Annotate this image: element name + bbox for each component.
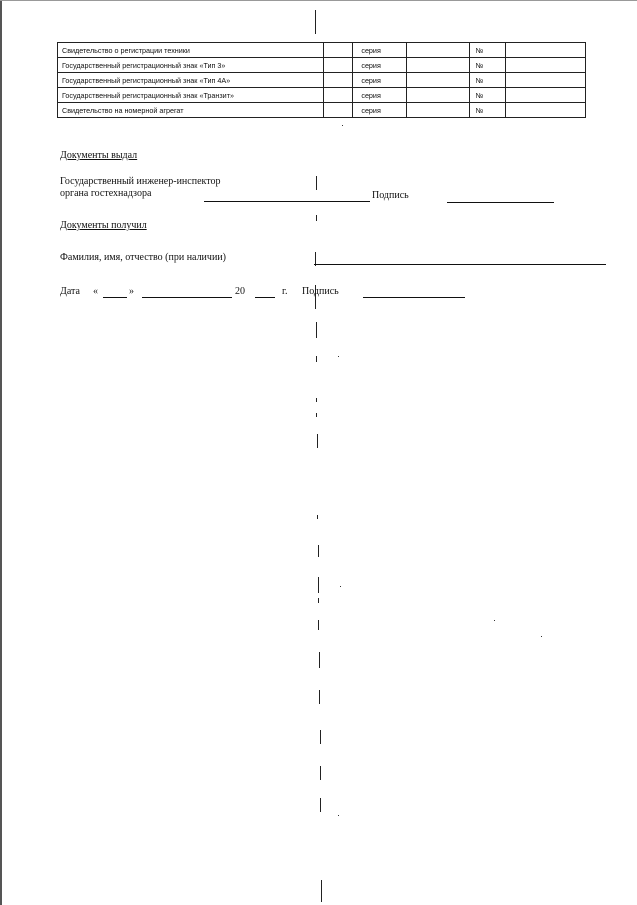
number-label-cell: № (469, 88, 505, 103)
fold-mark (316, 322, 317, 338)
inspector-title-line2: органа гостехнадзора (60, 188, 152, 199)
scan-speck (340, 586, 341, 587)
fold-mark (317, 515, 318, 519)
fold-mark (316, 398, 317, 402)
table-row (58, 58, 586, 73)
number-label-cell: № (469, 73, 505, 88)
table-row (58, 88, 586, 103)
inspector-title-line1: Государственный инженер-инспектор (60, 176, 221, 187)
scan-speck (541, 636, 542, 637)
date-quote-open: « (93, 286, 98, 297)
series-label-cell: серия (353, 88, 407, 103)
series-label-cell: серия (353, 103, 407, 118)
series-value-cell (406, 43, 469, 58)
number-label-cell: № (469, 43, 505, 58)
received-signature-field[interactable] (363, 297, 465, 298)
scan-edge-left (0, 0, 2, 905)
empty-cell (324, 73, 353, 88)
date-month-field[interactable] (142, 297, 232, 298)
fold-mark (318, 545, 319, 557)
table-row (58, 103, 586, 118)
empty-cell (324, 103, 353, 118)
registration-table (57, 42, 586, 118)
document-name-cell: Государственный регистрационный знак «Тип 4А» (58, 73, 324, 88)
fold-mark (316, 176, 317, 190)
fold-mark (320, 766, 321, 780)
fold-mark (321, 880, 322, 902)
inspector-name-field[interactable] (204, 201, 370, 202)
scan-speck (494, 620, 495, 621)
number-value-cell (506, 103, 586, 118)
number-value-cell (506, 43, 586, 58)
empty-cell (324, 43, 353, 58)
series-value-cell (406, 103, 469, 118)
fold-mark (318, 620, 319, 630)
fold-mark (320, 730, 321, 744)
fold-mark (320, 798, 321, 812)
document-name-cell: Государственный регистрационный знак «Транзит» (58, 88, 324, 103)
series-value-cell (406, 73, 469, 88)
number-value-cell (506, 88, 586, 103)
fio-label: Фамилия, имя, отчество (при наличии) (60, 252, 226, 263)
issued-signature-field[interactable] (447, 202, 554, 203)
number-label-cell: № (469, 103, 505, 118)
empty-cell (324, 88, 353, 103)
scan-speck (338, 815, 339, 816)
fold-mark (316, 413, 317, 417)
scan-speck (338, 356, 339, 357)
fio-field[interactable] (314, 264, 606, 265)
date-label: Дата (60, 286, 80, 297)
fold-mark (316, 356, 317, 362)
issued-heading: Документы выдал (60, 150, 138, 161)
document-name-cell: Свидетельство на номерной агрегат (58, 103, 324, 118)
date-year-field[interactable] (255, 297, 275, 298)
table-row (58, 43, 586, 58)
number-value-cell (506, 58, 586, 73)
received-heading: Документы получил (60, 220, 147, 231)
document-name-cell: Государственный регистрационный знак «Тип 3» (58, 58, 324, 73)
fold-mark (319, 690, 320, 704)
fold-mark (316, 215, 317, 221)
date-year-prefix: 20 (235, 286, 245, 297)
table-row (58, 73, 586, 88)
issued-signature-label: Подпись (372, 190, 409, 201)
fold-mark (319, 652, 320, 668)
fold-mark (318, 577, 319, 593)
fold-mark (318, 598, 319, 603)
series-label-cell: серия (353, 73, 407, 88)
fold-mark (315, 10, 316, 34)
fold-mark (317, 434, 318, 448)
date-quote-close: » (129, 286, 134, 297)
date-year-suffix: г. (282, 286, 288, 297)
scan-speck (342, 125, 343, 126)
empty-cell (324, 58, 353, 73)
number-value-cell (506, 73, 586, 88)
series-value-cell (406, 58, 469, 73)
document-name-cell: Свидетельство о регистрации техники (58, 43, 324, 58)
received-signature-label: Подпись (302, 286, 339, 297)
number-label-cell: № (469, 58, 505, 73)
date-day-field[interactable] (103, 297, 127, 298)
scan-edge-top (0, 0, 637, 1)
series-label-cell: серия (353, 58, 407, 73)
series-value-cell (406, 88, 469, 103)
series-label-cell: серия (353, 43, 407, 58)
